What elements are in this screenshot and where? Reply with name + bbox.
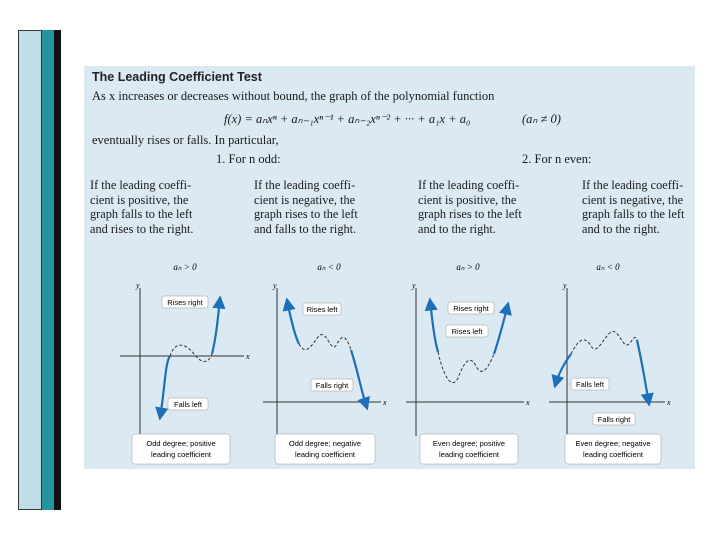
description-line: graph falls to the left: [582, 207, 685, 221]
curve-left-end: [287, 300, 299, 344]
intro-text-2: eventually rises or falls. In particular,: [92, 133, 279, 147]
graph-condition: aₙ < 0: [317, 262, 341, 272]
curve-right-end: [637, 340, 649, 404]
description-line: and to the right.: [418, 221, 496, 236]
curve-middle: [571, 332, 637, 354]
description-line: cient is negative, the: [582, 192, 684, 207]
curve-middle: [170, 345, 212, 361]
graph-even-positive: [400, 258, 540, 468]
y-axis-label: y: [273, 281, 277, 290]
description-line: If the leading coeffi-: [418, 178, 520, 192]
curve-label: Falls right: [315, 381, 349, 390]
graph-odd-negative: [257, 258, 397, 468]
curve-label: Rises left: [306, 305, 338, 314]
curve-label: Rises right: [453, 304, 489, 313]
left-bar-light: [18, 30, 42, 510]
description-line: If the leading coeffi-: [582, 178, 684, 192]
description-line: If the leading coeffi-: [90, 178, 192, 192]
panel-title: The Leading Coefficient Test: [92, 70, 262, 84]
graph-odd-positive: [110, 258, 250, 468]
y-axis-label: y: [136, 281, 140, 290]
curve-label: Falls left: [174, 400, 202, 409]
curve-label: Rises left: [451, 327, 483, 336]
description-even-negative: [582, 178, 720, 236]
y-axis-label: y: [412, 281, 416, 290]
graph-condition: aₙ < 0: [596, 262, 620, 272]
caption-line: leading coefficient: [439, 450, 499, 459]
curve-label: Rises right: [167, 298, 203, 307]
caption-line: Odd degree; positive: [146, 439, 216, 448]
description-line: cient is negative, the: [254, 192, 356, 207]
formula-condition: (aₙ ≠ 0): [522, 112, 561, 126]
y-axis-label: y: [563, 281, 567, 290]
description-line: cient is positive, the: [418, 192, 517, 207]
description-odd-negative: [254, 178, 404, 236]
curve-middle: [299, 335, 351, 350]
left-bar-teal: [42, 30, 54, 510]
graph-condition: aₙ > 0: [456, 262, 480, 272]
description-line: graph rises to the left: [254, 207, 358, 221]
description-line: graph rises to the left: [418, 207, 522, 221]
description-line: cient is positive, the: [90, 192, 189, 207]
curve-right-end: [494, 304, 508, 354]
description-even-positive: [418, 178, 568, 236]
caption-line: leading coefficient: [583, 450, 643, 459]
x-axis-label: x: [383, 398, 387, 407]
graph-condition: aₙ > 0: [173, 262, 197, 272]
caption-line: Even degree; positive: [432, 439, 506, 448]
curve-left-end: [555, 354, 571, 386]
x-axis-label: x: [246, 352, 250, 361]
polynomial-formula: f(x) = aₙxⁿ + aₙ₋₁xⁿ⁻¹ + aₙ₋₂xⁿ⁻² + ··· + a₁x + a₀: [224, 112, 471, 126]
description-line: and falls to the right.: [254, 221, 357, 236]
curve-left-end: [430, 300, 438, 352]
description-line: and to the right.: [582, 221, 660, 236]
curve-label: Falls right: [597, 415, 631, 424]
case-even-label: 2. For n even:: [522, 152, 592, 166]
curve-right-end: [351, 350, 367, 408]
graph-even-negative: [545, 258, 685, 468]
curve-middle: [438, 352, 494, 383]
caption-line: leading coefficient: [295, 450, 355, 459]
description-line: If the leading coeffi-: [254, 178, 356, 192]
case-odd-label: 1. For n odd:: [216, 152, 281, 166]
curve-right-end: [212, 298, 220, 354]
x-axis-label: x: [526, 398, 530, 407]
caption-line: Odd degree; negative: [288, 439, 362, 448]
left-bar-black: [54, 30, 61, 510]
caption-line: Even degree; negative: [575, 439, 651, 448]
curve-label: Falls left: [576, 380, 604, 389]
description-line: and rises to the right.: [90, 221, 194, 236]
description-line: graph falls to the left: [90, 207, 193, 221]
caption-line: leading coefficient: [151, 450, 211, 459]
description-odd-positive: [90, 178, 240, 236]
intro-text: As x increases or decreases without bound, the graph of the polynomial function: [92, 89, 495, 103]
x-axis-label: x: [667, 398, 671, 407]
